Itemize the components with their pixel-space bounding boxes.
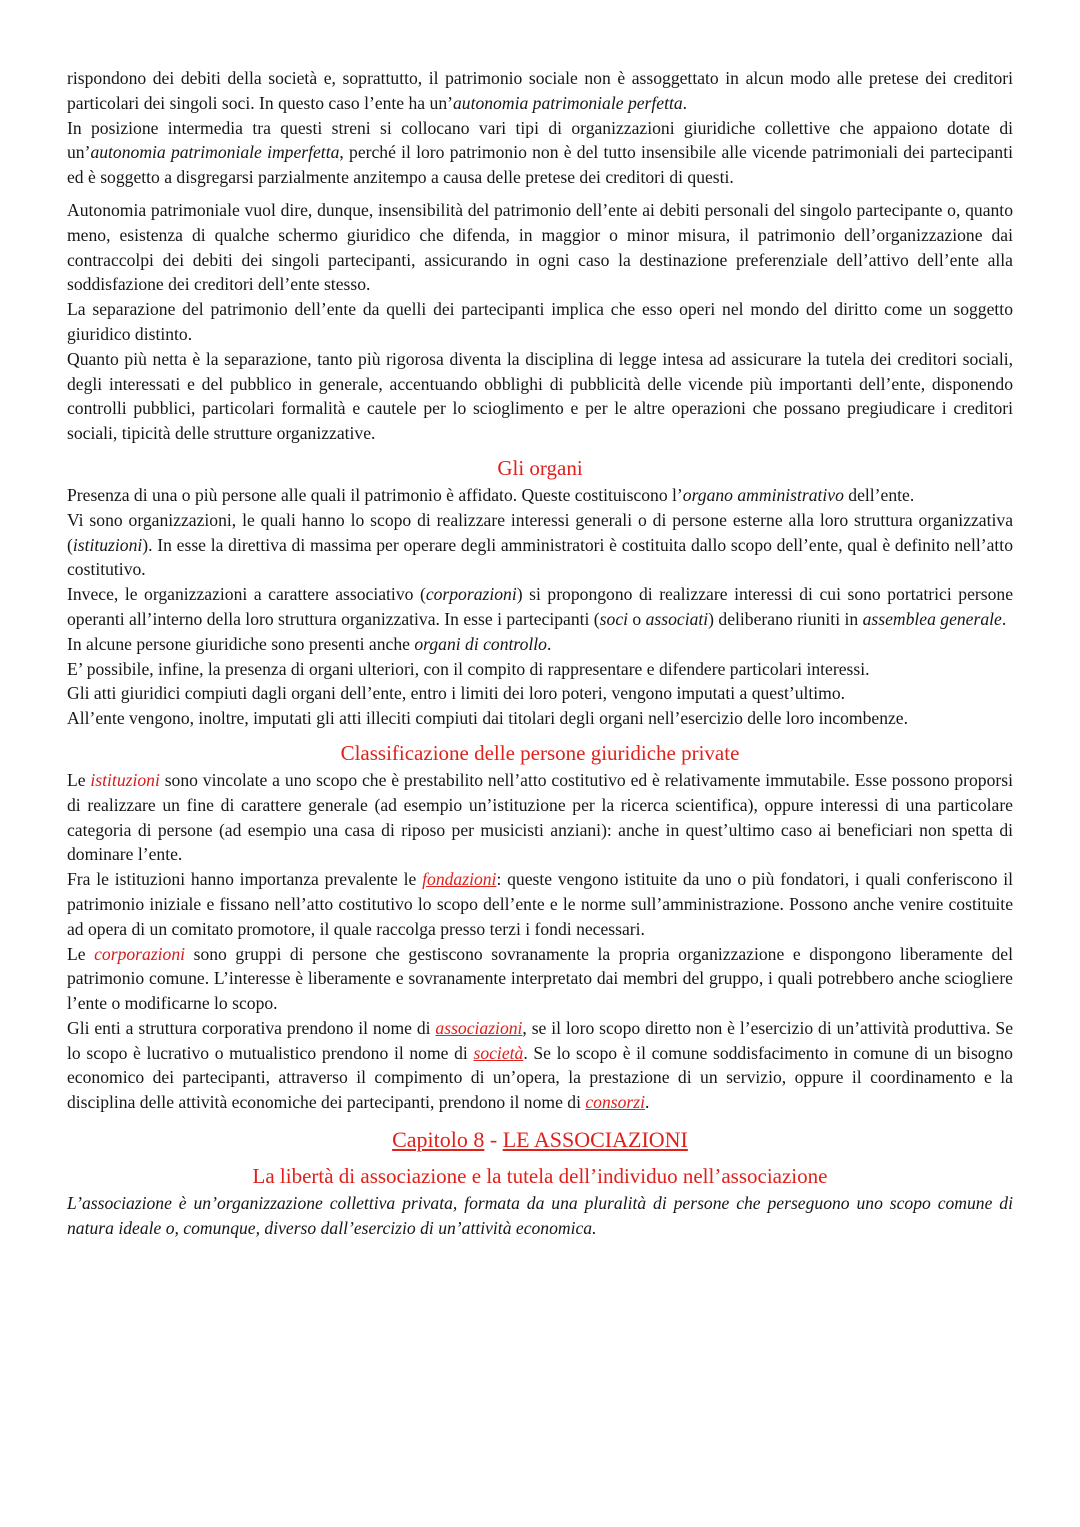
paragraph-class-fondazioni: Fra le istituzioni hanno importanza prevalente le fondazioni: queste vengono istituite da uno o più fondatori, i quali conferiscono il patrimonio iniziale e fissano nell’atto costitutivo lo scopo dell’ente e le norme sull’amministrazione. Possono anche venire costituite ad opera di un comitato promotore, il quale raccolga presso terzi i fondi necessari. <box>67 869 1014 939</box>
paragraph-class-corporazioni: Le corporazioni sono gruppi di persone che gestiscono sovranamente la propria organizzazione e dispongono liberamente del patrimonio comune. L’interesse è liberamente e sovranamente interpretato dai membri del gruppo, i quali potrebbero anche sciogliere l’ente o modificarne lo scopo. <box>67 943 1013 1014</box>
highlight-istituzioni: istituzioni <box>90 769 160 790</box>
chapter-title: LE ASSOCIAZIONI <box>502 1127 688 1153</box>
highlight-associazioni: associazioni <box>435 1017 523 1038</box>
term-assemblea-generale: assemblea generale <box>862 608 1002 629</box>
paragraph-definizione-associazione: L’associazione è un’organizzazione collettiva privata, formata da una pluralità di persone che perseguono uno scopo comune di natura ideale o, comunque, diverso dall’esercizio di un’attività economica. <box>67 1193 1013 1238</box>
paragraph-separazione: La separazione del patrimonio dell’ente da quelli dei partecipanti implica che esso operi nel mondo del diritto come un soggetto giuridico distinto. <box>67 299 1013 344</box>
paragraph-organi-ulteriori: E’ possibile, infine, la presenza di organi ulteriori, con il compito di rappresentare e difendere particolari interessi. <box>67 658 870 679</box>
section-heading-classificazione: Classificazione delle persone giuridiche private <box>340 740 740 765</box>
paragraph-organi-controllo: In alcune persone giuridiche sono presenti anche organi di controllo. <box>67 633 552 654</box>
paragraph-tutela-creditori: Quanto più netta è la separazione, tanto più rigorosa diventa la disciplina di legge intesa ad assicurare la tutela dei creditori sociali, degli interessati e del pubblico in generale, accentuando obblighi di pubblicità delle vicende più importanti dell’ente, disponendo controlli pubblici, particolari formalità e cautele per lo scioglimento e per le altre operazioni che possano pregiudicare i creditori sociali, tipicità delle strutture organizzative. <box>67 348 1013 444</box>
highlight-fondazioni: fondazioni <box>422 869 497 890</box>
term-organi-controllo: organi di controllo <box>414 633 547 654</box>
section-heading-organi: Gli organi <box>497 455 583 480</box>
paragraph-istituzioni: Vi sono organizzazioni, le quali hanno lo scopo di realizzare interessi generali o di persone esterne alla loro struttura organizzativa (istituzioni). In esse la direttiva di massima per operare degli amministratori è costituita dallo scopo dell’ente, qual è definito nell’atto costitutivo. <box>67 509 1013 580</box>
paragraph-autonomia-imperfetta: In posizione intermedia tra questi streni si collocano vari tipi di organizzazioni giuridiche collettive che appaiono dotate di un’autonomia patrimoniale imperfetta, perché il loro patrimonio non è del tutto insensibile alle vicende patrimoniali dei partecipanti ed è soggetto a disgregarsi parzialmente anzitempo a causa delle pretese dei creditori di questi. <box>67 117 1013 188</box>
term-soci: soci <box>599 608 629 629</box>
paragraph-atti-giuridici: Gli atti giuridici compiuti dagli organi dell’ente, entro i limiti dei loro poteri, vengono imputati a quest’ultimo. <box>67 683 846 704</box>
highlight-societa: società <box>473 1042 524 1063</box>
paragraph-atti-illeciti: All’ente vengono, inoltre, imputati gli atti illeciti compiuti dai titolari degli organi nell’esercizio delle loro incombenze. <box>67 708 909 729</box>
highlight-consorzi: consorzi <box>585 1092 646 1113</box>
term-corporazioni: corporazioni <box>425 584 517 605</box>
paragraph-definizione-autonomia: Autonomia patrimoniale vuol dire, dunque, insensibilità del patrimonio dell’ente ai debiti personali del singolo partecipante o, quanto meno, esistenza di qualche schermo giuridico che difenda, in maggior o minor misura, il patrimonio dell’organizzazione dai contraccolpi dei debiti dei singoli partecipanti, assicurando in ogni caso la destinazione preferenziale dell’attivo dell’ente alla soddisfazione dei creditori dell’ente stesso. <box>67 199 1013 295</box>
chapter-number: Capitolo 8 <box>392 1127 485 1153</box>
paragraph-class-istituzioni: Le istituzioni sono vincolate a uno scopo che è prestabilito nell’atto costitutivo ed è relativamente immutabile. Esse possono proporsi di realizzare un fine di carattere generale (ad esempio un’istituzione per la ricerca scientifica), oppure interessi di una particolare categoria di persone (ad esempio una casa di riposo per musicisti anziani): anche in quest’ultimo caso ai beneficiari non spetta di dominare l’ente. <box>67 769 1013 865</box>
term-associati: associati <box>645 608 709 629</box>
chapter-heading: Capitolo 8 - LE ASSOCIAZIONI <box>392 1127 688 1153</box>
paragraph-autonomia-perfetta: rispondono dei debiti della società e, soprattutto, il patrimonio sociale non è assoggettato in alcun modo alle pretese dei creditori particolari dei singoli soci. In questo caso l’ente ha un’autonomia patrimoniale perfetta. <box>67 68 1013 113</box>
term-organo-amministrativo: organo amministrativo <box>682 484 844 505</box>
term-autonomia-perfetta: autonomia patrimoniale perfetta <box>452 92 683 113</box>
paragraph-organo-amministrativo: Presenza di una o più persone alle quali il patrimonio è affidato. Queste costituiscono l’organo amministrativo dell’ente. <box>67 484 915 505</box>
term-istituzioni: istituzioni <box>72 534 143 555</box>
section-heading-liberta: La libertà di associazione e la tutela dell’individuo nell’associazione <box>252 1164 828 1189</box>
highlight-corporazioni: corporazioni <box>94 943 186 964</box>
paragraph-class-enti-corporativi: Gli enti a struttura corporativa prendono il nome di associazioni, se il loro scopo diretto non è l’esercizio di un’attività produttiva. Se lo scopo è lucrativo o mutualistico prendono il nome di società. Se lo scopo è il comune soddisfacimento in comune di un bisogno economico dei partecipanti, attraverso il compimento di un’opera, la prestazione di un servizio, oppure il coordinamento e la disciplina delle attività economiche dei partecipanti, prendono il nome di consorzi. <box>67 1017 1014 1113</box>
term-autonomia-imperfetta: autonomia patrimoniale imperfetta <box>90 142 340 163</box>
paragraph-corporazioni: Invece, le organizzazioni a carattere associativo (corporazioni) si propongono di realizzare interessi di cui sono portatrici persone operanti all’interno della loro struttura organizzativa. In esse i partecipanti (soci o associati) deliberano riuniti in assemblea generale. <box>67 584 1013 629</box>
